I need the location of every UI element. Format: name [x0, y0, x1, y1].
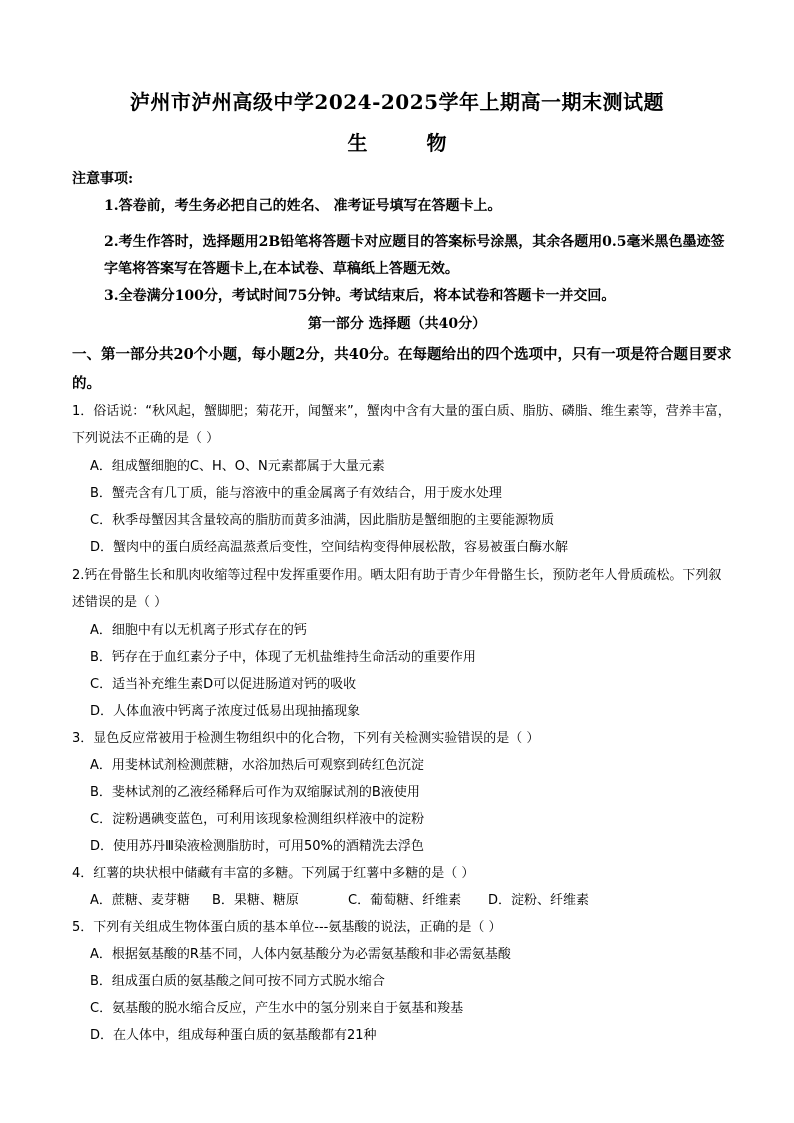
question-1-option-b: B．蟹壳含有几丁质，能与溶液中的重金属离子有效结合，用于废水处理 [90, 486, 502, 501]
question-4-options [90, 887, 589, 914]
note-item-2: 2.考生作答时，选择题用2B铅笔将答题卡对应题目的答案标号涂黑，其余各题用0.5毫米黑色墨迹签字笔将答案写在答题卡上,在本试卷、草稿纸上答题无效。 [104, 234, 725, 277]
question-3-option-d: D．使用苏丹Ⅲ染液检测脂肪时，可用50%的酒精洗去浮色 [90, 839, 424, 854]
question-5-option-a: A．根据氨基酸的R基不同，人体内氨基酸分为必需氨基酸和非必需氨基酸 [90, 947, 511, 962]
question-2-option-b: B．钙存在于血红素分子中，体现了无机盐维持生命活动的重要作用 [90, 650, 476, 665]
question-5-stem: 5．下列有关组成生物体蛋白质的基本单位---氨基酸的说法，正确的是（ ） [72, 920, 502, 935]
question-5-option-c: C．氨基酸的脱水缩合反应，产生水中的氢分别来自于氨基和羧基 [90, 1001, 464, 1016]
question-3-option-c: C．淀粉遇碘变蓝色，可利用该现象检测组织样液中的淀粉 [90, 812, 425, 827]
question-4-option-d: D．淀粉、纤维素 [488, 893, 590, 908]
question-1-stem: 1．俗话说：“秋风起，蟹脚肥；菊花开，闻蟹来”，蟹肉中含有大量的蛋白质、脂肪、磷脂、维生素等，营养丰富，下列说法不正确的是（ ） [72, 404, 731, 446]
question-2-option-a: A．细胞中有以无机离子形式存在的钙 [90, 623, 307, 638]
question-1-option-d: D．蟹肉中的蛋白质经高温蒸煮后变性，空间结构变得伸展松散，容易被蛋白酶水解 [90, 540, 569, 555]
question-3-option-b: B．斐林试剂的乙液经稀释后可作为双缩脲试剂的B液使用 [90, 785, 420, 800]
question-2-stem: 2.钙在骨骼生长和肌肉收缩等过程中发挥重要作用。晒太阳有助于青少年骨骼生长，预防老年人骨质疏松。下列叙述错误的是（ ） [72, 568, 722, 610]
part-heading: 第一部分 选择题（共40分） [307, 316, 487, 332]
note-item-3: 3.全卷满分100分，考试时间75分钟。考试结束后，将本试卷和答题卡一并交回。 [104, 288, 616, 304]
question-1-option-a: A．组成蟹细胞的C、H、O、N元素都属于大量元素 [90, 459, 385, 474]
question-3-stem: 3．显色反应常被用于检测生物组织中的化合物，下列有关检测实验错误的是（ ） [72, 731, 540, 746]
question-4-stem: 4．红薯的块状根中储藏有丰富的多糖。下列属于红薯中多糖的是（ ） [72, 866, 475, 881]
subject-title: 生 物 [347, 131, 473, 155]
note-item-1: 1.答卷前，考生务必把自己的姓名、 准考证号填写在答题卡上。 [104, 198, 502, 214]
question-4-option-c: C．葡萄糖、纤维素 [348, 893, 462, 908]
part-intro: 一、第一部分共20个小题，每小题2分，共40分。在每题给出的四个选项中，只有一项是符合题目要求的。 [72, 346, 732, 392]
question-4-option-b: B．果糖、糖原 [212, 893, 299, 908]
question-3-option-a: A．用斐林试剂检测蔗糖，水浴加热后可观察到砖红色沉淀 [90, 758, 424, 773]
question-5-option-d: D．在人体中，组成每种蛋白质的氨基酸都有21种 [90, 1028, 377, 1043]
question-2-option-c: C．适当补充维生素D可以促进肠道对钙的吸收 [90, 677, 357, 692]
question-4-option-a: A．蔗糖、麦芽糖 [90, 893, 190, 908]
notes-heading: 注意事项: [72, 171, 134, 187]
question-2-option-d: D．人体血液中钙离子浓度过低易出现抽搐现象 [90, 704, 361, 719]
exam-title: 泸州市泸州高级中学2024-2025学年上期高一期末测试题 [129, 90, 665, 114]
question-5-option-b: B．组成蛋白质的氨基酸之间可按不同方式脱水缩合 [90, 974, 385, 989]
question-1-option-c: C．秋季母蟹因其含量较高的脂肪而黄多油满，因此脂肪是蟹细胞的主要能源物质 [90, 513, 555, 528]
